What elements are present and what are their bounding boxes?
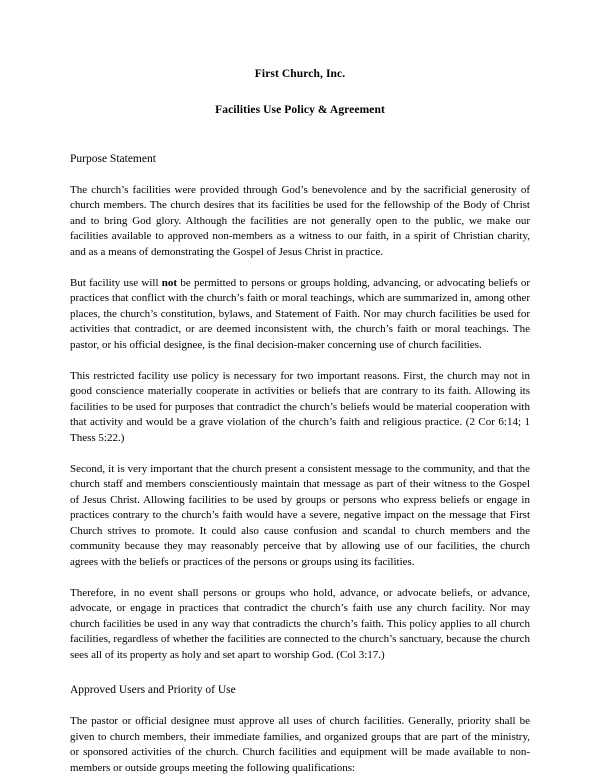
paragraph-purpose-5: Therefore, in no event shall persons or groups who hold, advance, or advocate beliefs, or advance, advocate, or engage in practices that contradict the church’s faith use any church facility. Nor may church facilities be used in any way that contradicts the church’s faith. This policy applies to all church facilities, regardless of whether the facilities are connected to the church’s sanctuary, because the church sees all of its property as holy and set apart to worship God. (Col 3:17.) xyxy=(70,586,530,661)
document-subtitle: Facilities Use Policy & Agreement xyxy=(215,103,385,116)
paragraph-purpose-2-text: But facility use will not be permitted to persons or groups holding, advancing, or advocating beliefs or practices that conflict with the church’s faith or moral teachings, which are summarized in, among other places, the church’s constitution, bylaws, and Statement of Faith. Nor may church facilities be used for activities that contradict, or are deemed inconsistent with, the church’s faith or moral teachings. The pastor, or his official designee, is the final decision-maker concerning use of church facilities. xyxy=(70,277,530,351)
section-heading-approved-users: Approved Users and Priority of Use xyxy=(70,683,236,696)
paragraph-purpose-1: The church’s facilities were provided through God’s benevolence and by the sacrificial generosity of church members. The church desires that its facilities be used for the fellowship of the Body of Christ and to bring God glory. Although the facilities are not generally open to the public, we make our facilities available to approved non-members as a witness to our faith, in a spirit of Christian charity, and as a means of demonstrating the Gospel of Jesus Christ in practice. xyxy=(70,183,530,258)
document-title: First Church, Inc. xyxy=(254,68,346,80)
paragraph-approved-users-1: The pastor or official designee must approve all uses of church facilities. Generally, priority shall be given to church members, their immediate families, and organized groups that are part of the ministry, or sponsored activities of the church. Church facilities and equipment will be made available to non-members or outside groups meeting the following qualifications: xyxy=(70,715,530,774)
paragraph-purpose-2 xyxy=(70,276,530,353)
paragraph-purpose-3: This restricted facility use policy is necessary for two important reasons. First, the church may not in good conscience materially cooperate in activities or beliefs that are contrary to its faith. Allowing its facilities to be used for purposes that contradict the church’s beliefs would be material cooperation with that activity and would be a grave violation of the church’s faith and religious practice. (2 Cor 6:14; 1 Thess 5:22.) xyxy=(70,370,530,444)
section-heading-purpose-statement: Purpose Statement xyxy=(70,152,156,165)
emphasis-not: not xyxy=(161,277,178,289)
paragraph-purpose-4: Second, it is very important that the church present a consistent message to the community, and that the church staff and members conscientiously maintain that message as part of their witness to the Gospel of Jesus Christ. Allowing facilities to be used by groups or persons who express beliefs or engage in practices contrary to the church’s faith would have a severe, negative impact on the message that First Church strives to promote. It could also cause confusion and scandal to church members and the community because they may reasonably perceive that by allowing use of our facilities, the church agrees with the beliefs or practices of the persons or groups using its facilities. xyxy=(70,463,530,568)
